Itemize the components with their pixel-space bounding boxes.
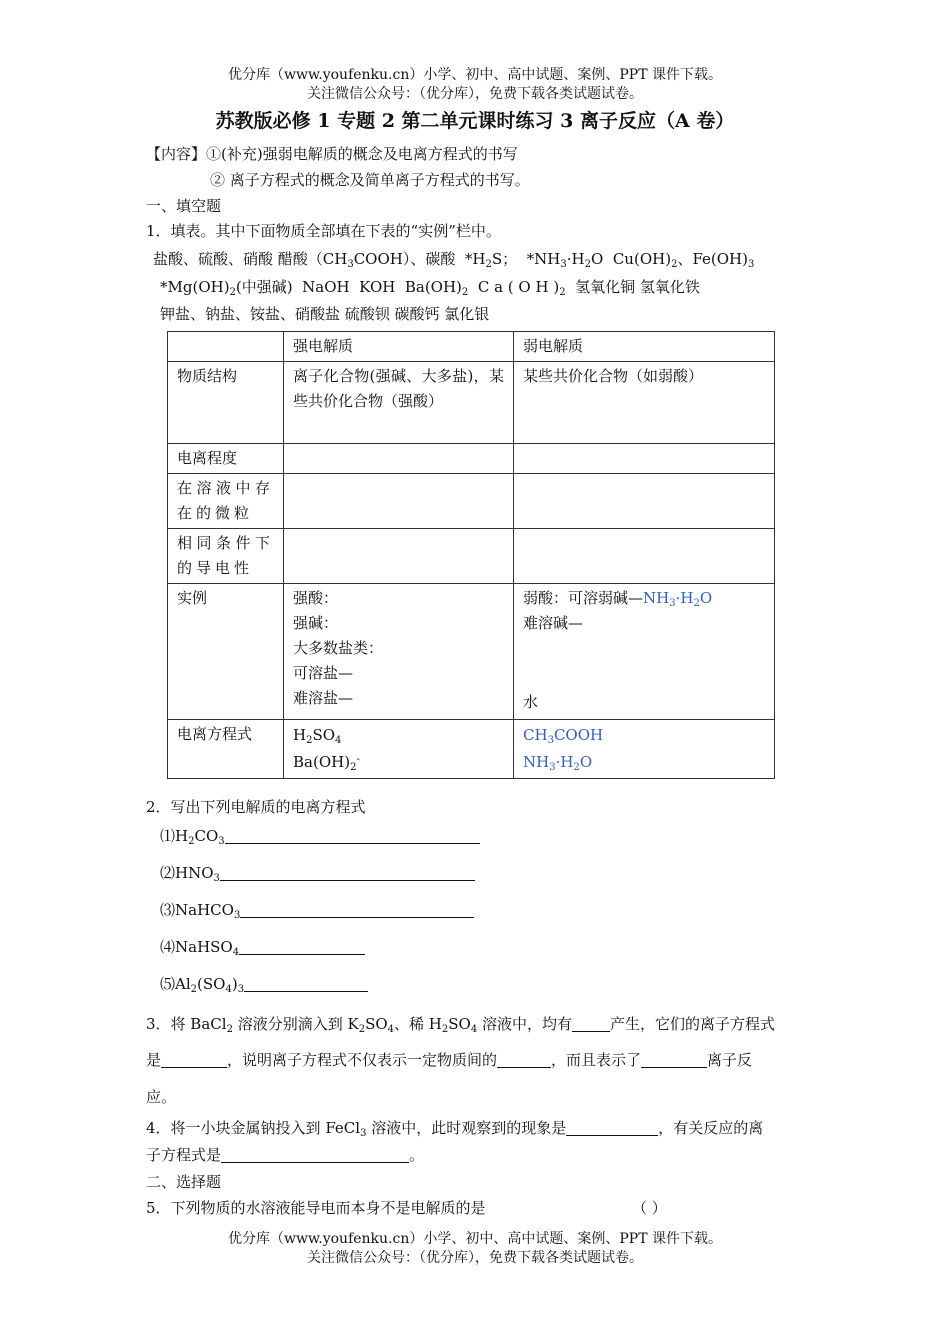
q3-part2: 产生，它们的离子方程式 — [609, 1015, 775, 1033]
q3-blank-3[interactable] — [497, 1051, 551, 1068]
table-header-empty — [168, 332, 284, 362]
equation-nh3h2o: $NH_3\cdot H_2O$ — [523, 753, 593, 773]
document-title: 苏教版必修 1 专题 2 第二单元课时练习 3 离子反应（A 卷） — [215, 110, 735, 132]
example-insoluble-salt: 难溶盐— — [293, 689, 354, 707]
table-row-equation — [168, 720, 775, 779]
q4-line2 — [146, 1143, 424, 1167]
equation-h2so4: $H_2SO_4$ — [293, 726, 342, 746]
q4-part3: 子方程式是 — [146, 1146, 222, 1164]
page-footer-line2: 关注微信公众号：（优分库），免费下载各类试题试卷。 — [307, 1250, 643, 1266]
page-footer-line1: 优分库（www.youfenku.cn）小学、初中、高中试题、案例、PPT 课件下载。 — [227, 1231, 722, 1247]
content-label: 【内容】 — [146, 145, 207, 163]
row-label-conductivity: 相同条件下的导电性 — [168, 529, 284, 584]
q2-item-4: ⑷NaHSO$_4$ — [160, 935, 365, 959]
cell-equation-strong — [284, 720, 514, 779]
example-weak-acid: 弱酸：可溶弱碱$—NH_3\cdot H_2O$ — [523, 589, 713, 609]
content-line1 — [146, 142, 518, 166]
q4-blank-2[interactable] — [221, 1146, 409, 1163]
q2-item-4-blank[interactable] — [239, 938, 365, 955]
q1-substances-line1: 盐酸、硫酸、硝酸 醋酸$(CH_3COOH)$、碳酸 $*H_2S$； $*NH_3\cdot H_2O$ $Cu(OH)_2$、$Fe(OH)_3$ — [153, 250, 755, 270]
q2-item-5: $⑸Al_2(SO_4)_3$ — [160, 972, 368, 996]
table-header-row — [168, 332, 775, 362]
table-row-particles — [168, 474, 775, 529]
example-strong-base: 强碱： — [293, 614, 339, 632]
table-header-weak: 弱电解质 — [514, 332, 775, 362]
row-label-equation: 电离方程式 — [168, 720, 284, 779]
q2-item-3: ⑶NaHCO$_3$ — [160, 898, 474, 922]
q4-part4: 。 — [409, 1146, 425, 1164]
table-row-conductivity — [168, 529, 775, 584]
table-row-examples — [168, 584, 775, 720]
q3-blank-1[interactable] — [572, 1015, 610, 1032]
content-item1: ①(补充)强弱电解质的概念及电离方程式的书写 — [206, 145, 518, 163]
q3-part1: 3．将 BaCl$_2$ 溶液分别滴入到 $K_2SO_4$、稀 $H_2SO_4$ 溶液中，均有 — [146, 1015, 572, 1035]
example-soluble-salt: 可溶盐— — [293, 664, 354, 682]
q4-line1 — [146, 1116, 763, 1140]
table-row-degree — [168, 444, 775, 474]
q3-part3: 是 — [146, 1051, 162, 1069]
example-water: 水 — [523, 693, 539, 711]
example-most-salts: 大多数盐类： — [293, 639, 384, 657]
q3-blank-2[interactable] — [161, 1051, 227, 1068]
cell-structure-strong: 离子化合物(强碱、大多盐)，某些共价化合物（强酸） — [284, 362, 514, 444]
section-fill-in-heading: 一、填空题 — [146, 197, 222, 215]
q1-substances-line2: $*Mg(OH)_2$(中强碱) NaOH KOH $Ba(OH)_2$ C a ( O H )$_2$ 氢氧化铜 氢氧化铁 — [160, 278, 700, 298]
q2-item-3-blank[interactable] — [240, 901, 474, 918]
equation-baoh2: $Ba(OH)_2^-$ — [293, 753, 360, 773]
table-header-strong: 强电解质 — [284, 332, 514, 362]
q2-item-1-blank[interactable] — [225, 827, 480, 844]
cell-examples-strong — [284, 584, 514, 720]
row-label-structure: 物质结构 — [168, 362, 284, 444]
cell-conductivity-strong — [284, 529, 514, 584]
cell-conductivity-weak — [514, 529, 775, 584]
q2-item-5-blank[interactable] — [244, 975, 368, 992]
q2-item-2: $⑵HNO_3$ — [160, 861, 475, 885]
page-header-line1: 优分库（www.youfenku.cn）小学、初中、高中试题、案例、PPT 课件下载。 — [227, 67, 722, 83]
q1-substances-line3: 钾盐、钠盐、铵盐、硝酸盐 硫酸钡 碳酸钙 氯化银 — [160, 305, 490, 323]
q1-stem: 1．填表。其中下面物质全部填在下表的“实例”栏中。 — [146, 222, 501, 240]
q2-item-1: $⑴H_2CO_3$ — [160, 824, 480, 848]
cell-equation-weak — [514, 720, 775, 779]
q3-part4: ，说明离子方程式不仅表示一定物质间的 — [227, 1051, 498, 1069]
q4-part1: 4．将一小块金属钠投入到 FeCl$_3$ 溶液中，此时观察到的现象是 — [146, 1119, 567, 1139]
q3-line1 — [146, 1012, 775, 1036]
q4-blank-1[interactable] — [566, 1119, 658, 1136]
electrolyte-table — [167, 331, 775, 779]
content-item2: ② 离子方程式的概念及简单离子方程式的书写。 — [210, 171, 530, 189]
example-insoluble-base: 难溶碱— — [523, 614, 584, 632]
row-label-examples: 实例 — [168, 584, 284, 720]
cell-examples-weak — [514, 584, 775, 720]
q5-stem: 5．下列物质的水溶液能导电而本身不是电解质的是 — [146, 1199, 486, 1217]
cell-particles-strong — [284, 474, 514, 529]
equation-ch3cooh: $CH_3COOH$ — [523, 726, 604, 746]
q3-line2 — [146, 1048, 752, 1072]
q3-part6: 离子反 — [707, 1051, 753, 1069]
q3-part5: ，而且表示了 — [551, 1051, 642, 1069]
example-strong-acid: 强酸： — [293, 589, 339, 607]
q4-part2: ，有关反应的离 — [658, 1119, 764, 1137]
page-header-line2: 关注微信公众号：（优分库），免费下载各类试题试卷。 — [307, 86, 643, 102]
cell-structure-weak: 某些共价化合物（如弱酸） — [514, 362, 775, 444]
q2-stem: 2．写出下列电解质的电离方程式 — [146, 798, 366, 816]
q5-answer-bracket[interactable]: （ ） — [632, 1199, 667, 1217]
cell-degree-strong — [284, 444, 514, 474]
example-weak-base-fill: $NH_3\cdot H_2O$ — [643, 589, 713, 609]
row-label-degree: 电离程度 — [168, 444, 284, 474]
cell-degree-weak — [514, 444, 775, 474]
table-row-structure — [168, 362, 775, 444]
cell-particles-weak — [514, 474, 775, 529]
q2-item-2-blank[interactable] — [220, 864, 475, 881]
q3-part7: 应。 — [146, 1088, 177, 1106]
row-label-particles: 在溶液中存在的微粒 — [168, 474, 284, 529]
section-choice-heading: 二、选择题 — [146, 1173, 222, 1191]
q3-blank-4[interactable] — [641, 1051, 707, 1068]
